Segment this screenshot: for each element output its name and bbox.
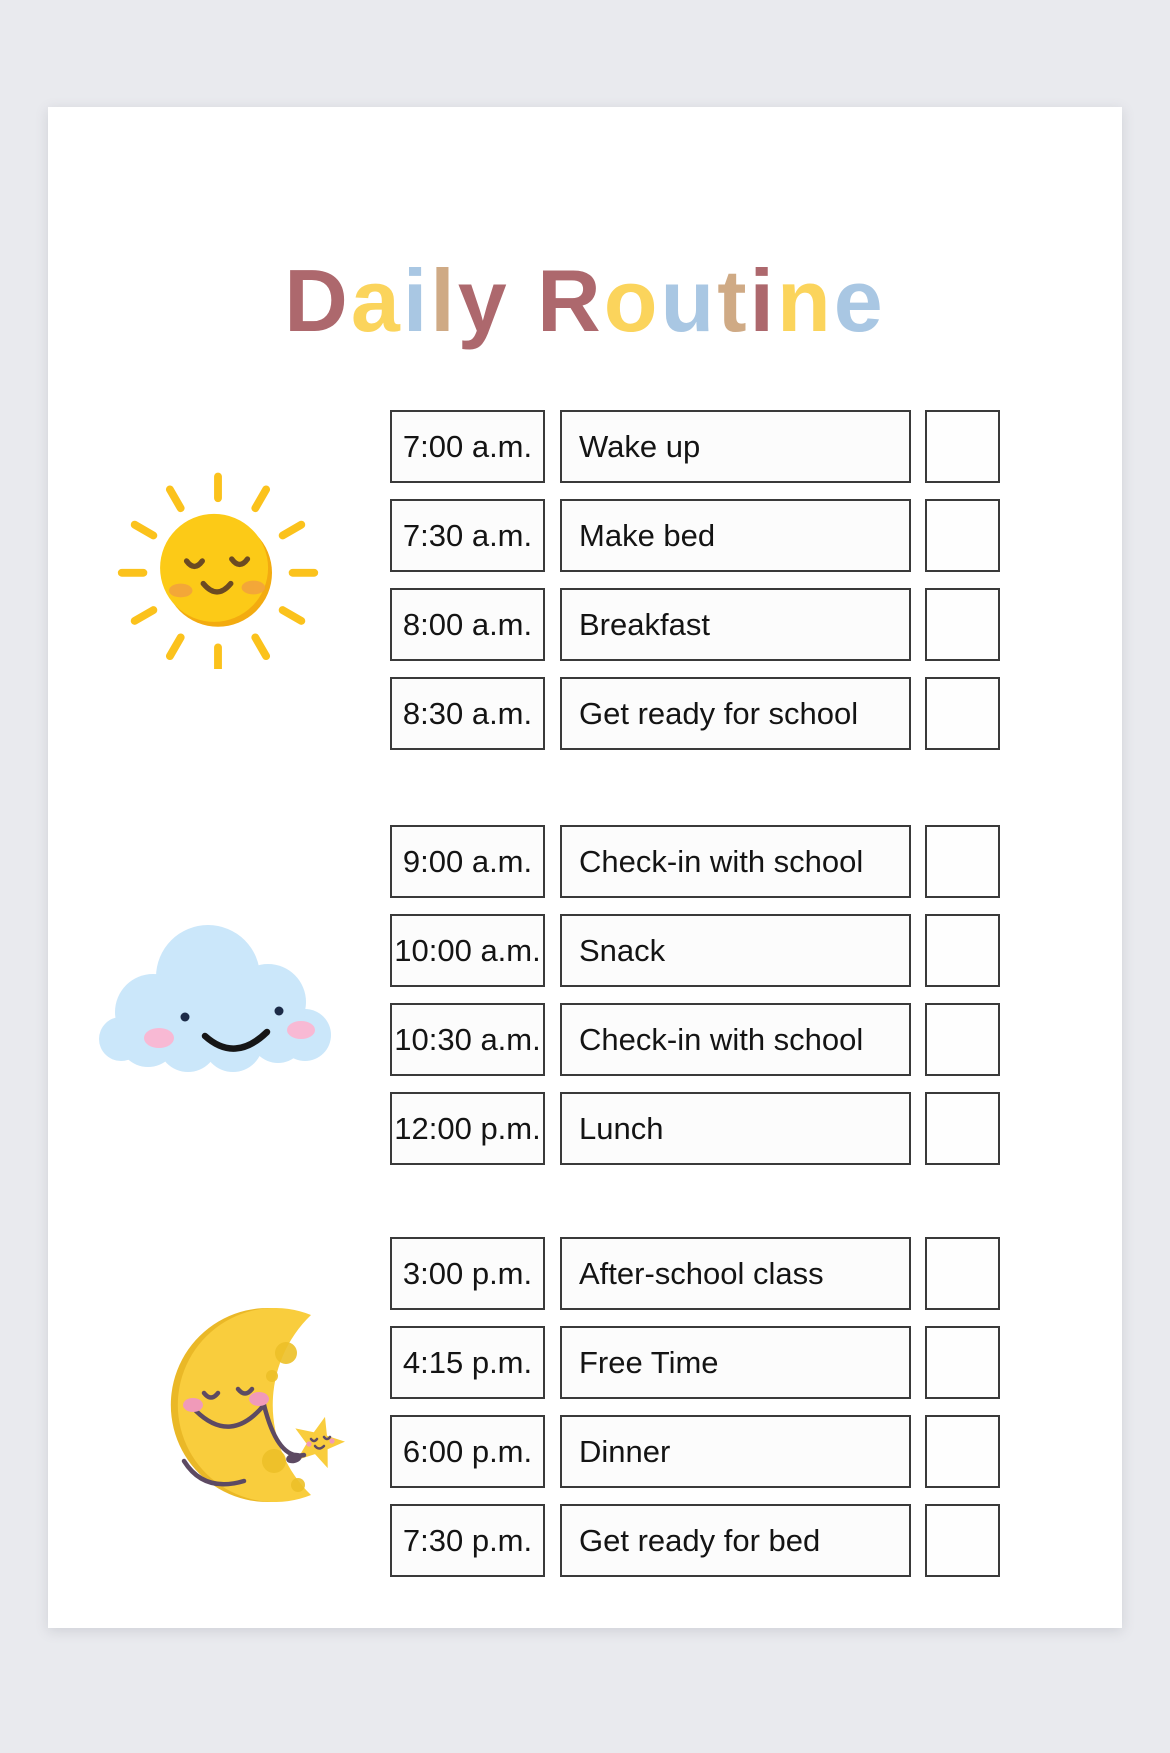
time-cell (390, 499, 545, 572)
title-letter: t (717, 251, 750, 350)
table-row (390, 499, 1000, 572)
checkbox[interactable] (925, 914, 1000, 987)
table-row (390, 1326, 1000, 1399)
title-letter: i (749, 251, 777, 350)
activity-cell (560, 677, 911, 750)
activity-cell (560, 588, 911, 661)
time-label: 4:15 p.m. (402, 1344, 533, 1380)
time-cell (390, 677, 545, 750)
table-row (390, 1237, 1000, 1310)
table-row (390, 1504, 1000, 1577)
checkbox[interactable] (925, 825, 1000, 898)
checkbox[interactable] (925, 1003, 1000, 1076)
title-letter: R (537, 251, 604, 350)
activity-cell (560, 1504, 911, 1577)
checkbox[interactable] (925, 1504, 1000, 1577)
time-label: 10:30 a.m. (394, 1021, 541, 1057)
title-letter: o (603, 251, 661, 350)
activity-label: Check-in with school (579, 1021, 864, 1057)
activity-cell (560, 1237, 911, 1310)
activity-label: Check-in with school (579, 843, 864, 879)
section-morning (390, 410, 1000, 766)
table-row (390, 1092, 1000, 1165)
cloud-icon (93, 887, 333, 1092)
activity-cell (560, 1092, 911, 1165)
time-cell (390, 825, 545, 898)
title-letter: n (776, 251, 834, 350)
time-label: 3:00 p.m. (402, 1255, 533, 1291)
time-label: 7:00 a.m. (402, 428, 533, 464)
checkbox[interactable] (925, 588, 1000, 661)
activity-cell (560, 1415, 911, 1488)
activity-cell (560, 825, 911, 898)
time-label: 6:00 p.m. (402, 1433, 533, 1469)
title-letter: a (350, 251, 403, 350)
activity-cell (560, 499, 911, 572)
time-cell (390, 1003, 545, 1076)
time-label: 8:30 a.m. (402, 695, 533, 731)
time-cell (390, 1415, 545, 1488)
activity-label: Breakfast (579, 606, 710, 642)
checkbox[interactable] (925, 1092, 1000, 1165)
time-cell (390, 1092, 545, 1165)
title-letter: D (284, 251, 351, 350)
routine-sheet (48, 107, 1122, 1628)
section-midday (390, 825, 1000, 1181)
table-row (390, 1415, 1000, 1488)
sun-icon (110, 453, 326, 674)
time-cell (390, 1237, 545, 1310)
table-row (390, 825, 1000, 898)
moon-icon (146, 1293, 361, 1523)
activity-label: After-school class (579, 1255, 824, 1291)
time-cell (390, 1504, 545, 1577)
table-row (390, 1003, 1000, 1076)
title-letter (510, 251, 537, 350)
time-label: 7:30 a.m. (402, 517, 533, 553)
time-cell (390, 1326, 545, 1399)
activity-cell (560, 410, 911, 483)
time-cell (390, 410, 545, 483)
title-letter: u (660, 251, 718, 350)
checkbox[interactable] (925, 1237, 1000, 1310)
activity-label: Free Time (579, 1344, 719, 1380)
time-label: 7:30 p.m. (402, 1522, 533, 1558)
activity-cell (560, 914, 911, 987)
activity-label: Wake up (579, 428, 701, 464)
time-label: 12:00 p.m. (394, 1110, 541, 1146)
table-row (390, 914, 1000, 987)
activity-label: Get ready for bed (579, 1522, 821, 1558)
title-letter: l (430, 251, 458, 350)
table-row (390, 410, 1000, 483)
time-cell (390, 588, 545, 661)
checkbox[interactable] (925, 499, 1000, 572)
time-cell (390, 914, 545, 987)
activity-label: Dinner (579, 1433, 671, 1469)
activity-label: Snack (579, 932, 666, 968)
activity-label: Lunch (579, 1110, 664, 1146)
title-letter: y (457, 251, 510, 350)
title-letter: e (833, 251, 886, 350)
time-label: 9:00 a.m. (402, 843, 533, 879)
activity-cell (560, 1326, 911, 1399)
section-evening (390, 1237, 1000, 1593)
checkbox[interactable] (925, 677, 1000, 750)
checkbox[interactable] (925, 410, 1000, 483)
checkbox[interactable] (925, 1326, 1000, 1399)
time-label: 8:00 a.m. (402, 606, 533, 642)
activity-cell (560, 1003, 911, 1076)
title-letter: i (402, 251, 431, 350)
checkbox[interactable] (925, 1415, 1000, 1488)
activity-label: Get ready for school (579, 695, 859, 731)
activity-label: Make bed (579, 517, 716, 553)
table-row (390, 677, 1000, 750)
table-row (390, 588, 1000, 661)
time-label: 10:00 a.m. (394, 932, 541, 968)
